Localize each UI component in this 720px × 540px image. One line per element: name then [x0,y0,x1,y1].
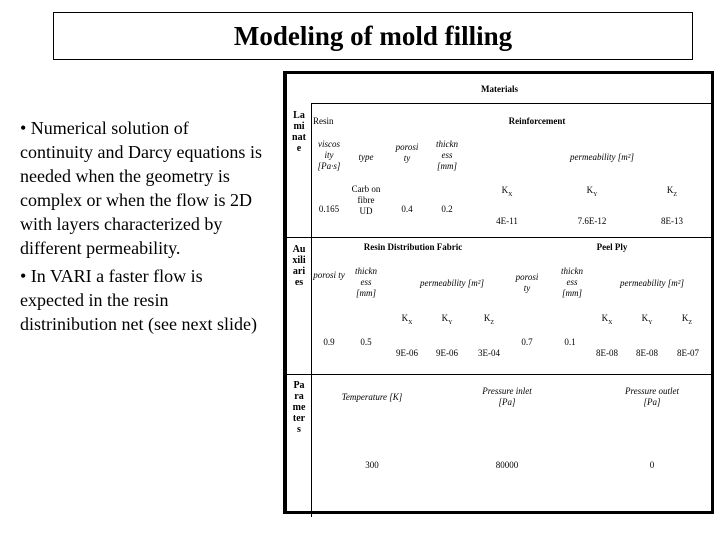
thickness-label: thickn ess [mm] [436,139,458,171]
porosity-value: 0.4 [401,204,413,214]
porosity-label: porosi ty [395,142,419,163]
divider [287,374,712,375]
pp-kx-value: 8E-08 [596,348,618,358]
type-label: type [358,152,374,162]
pressure-outlet-label: Pressure outlet [Pa] [624,386,680,407]
ky-label: $K_Y$ [586,185,598,198]
bullet-item: • Numerical solution of continuity and Darcy equations is needed when the geometry is complex or when the flow is 2D with layers characterized by different permeability. [20,118,262,258]
divider [287,237,712,238]
type-value: Carb on fibre UD [351,184,381,216]
rdf-kx-value: 9E-06 [396,348,418,358]
rdf-thickness-label: thickn ess [mm] [355,266,377,298]
pressure-inlet-value: 80000 [495,460,519,470]
reinforcement-label: Reinforcement [508,116,566,126]
section-label-auxiliaries: Auxiliaries [292,244,306,288]
slide-title-text: Modeling of mold filling [233,20,513,51]
materials-table: Materials Laminate Auxiliaries Parameters Resin Reinforcement viscos ity [Pa·s] type porosi ty thickn ess [mm] permeability [m²] $K_X$ $K_Y$ $K_Z$ 0.165 Carb on fibre UD 0.4 0.2 4E-11 7.6E-12 8E-13 Resin Distribution Fabric Peel Ply porosi ty thickn ess [mm] permeability [m²] $K_X$ $K_Y$ $K_Z$ 0.9 0.5 9E-06 9E-06 3E-04 porosi ty thickn ess [mm] permeability [m²] $K_X$ $K_Y$ $K_Z$ 0.7 0.1 8E-08 8E-08 8E-07 Temperature [K] Pressure inlet [Pa] Pressure outlet [Pa] 300 80000 0 [283,71,714,514]
kz-label: $K_Z$ [666,185,678,198]
pp-porosity-label: porosi ty [515,272,539,293]
rdf-permeability-label: permeability [m²] [420,278,484,288]
permeability-label: permeability [m²] [570,152,634,162]
temperature-label: Temperature [K] [341,392,403,402]
thickness-value: 0.2 [441,204,453,214]
slide-title [53,12,693,60]
kz-value: 8E-13 [661,216,683,226]
rdf-label: Resin Distribution Fabric [363,242,463,252]
rdf-ky-value: 9E-06 [436,348,458,358]
bullet-list [20,116,265,340]
kx-value: 4E-11 [496,216,518,226]
pp-kz-value: 8E-07 [677,348,699,358]
peel-ply-label: Peel Ply [596,242,628,252]
divider [311,103,712,104]
pp-thickness-value: 0.1 [564,337,576,347]
pressure-outlet-value: 0 [649,460,655,470]
rdf-porosity-label: porosi ty [313,270,345,280]
kx-label: $K_X$ [501,185,513,198]
pp-porosity-value: 0.7 [521,337,533,347]
divider [311,103,312,517]
pressure-inlet-label: Pressure inlet [Pa] [482,386,532,407]
table-header: Materials [481,84,518,94]
viscosity-label: viscos ity [Pa·s] [317,139,341,171]
pp-thickness-label: thickn ess [mm] [561,266,583,298]
bullet-item: • In VARI a faster flow is expected in the resin distrinibution net (see next slide) [20,266,257,334]
pp-ky-value: 8E-08 [636,348,658,358]
section-label-laminate: Laminate [292,110,306,154]
rdf-kz-value: 3E-04 [478,348,500,358]
ky-value: 7.6E-12 [577,216,607,226]
pp-permeability-label: permeability [m²] [620,278,684,288]
resin-label: Resin [313,116,334,126]
viscosity-value: 0.165 [318,204,340,214]
rdf-thickness-value: 0.5 [360,337,372,347]
temperature-value: 300 [365,460,379,470]
section-label-parameters: Parameters [292,380,306,435]
rdf-porosity-value: 0.9 [323,337,335,347]
